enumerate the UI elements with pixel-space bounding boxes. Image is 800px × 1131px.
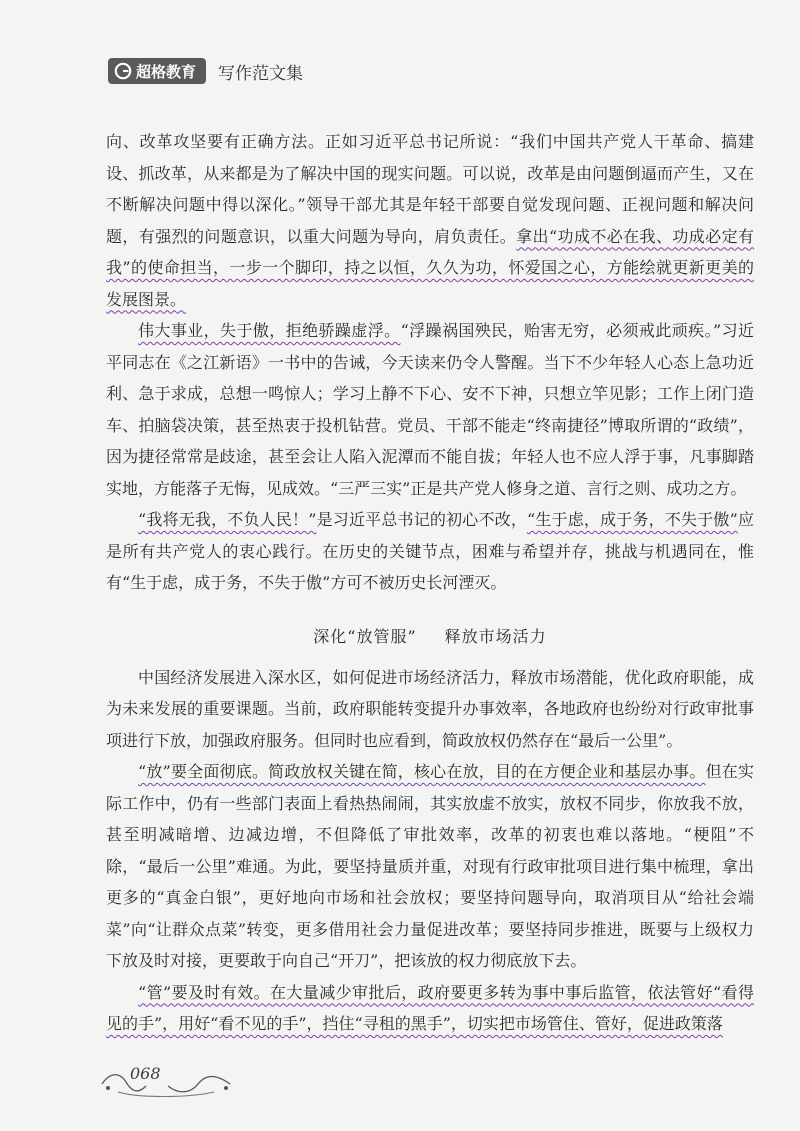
ornament-flourish-icon	[98, 1062, 238, 1102]
paragraph-2: 伟大事业，失于傲，拒绝骄躁虚浮。“浮躁祸国殃民，贻害无穷，必须戒此顽疾。”习近平同志在《之江新语》一书中的告诫，今天读来仍令人警醒。当下不少年轻人心态上急功近利、急于求成，总想一鸣惊人；学习上静不下心、安不下神，只想立竿见影；工作上闭门造车、拍脑袋决策，甚至热衷于投机钻营。党员、干部不能走“终南捷径”博取所谓的“政绩”，因为捷径常常是歧途，甚至会让人陷入泥潭而不能自拔；年轻人也不应人浮于事，凡事脚踏实地，方能落子无悔，见成效。“三严三实”正是共产党人修身之道、言行之则、成功之方。	[106, 321, 754, 498]
page-header	[108, 56, 303, 86]
paragraph-4: 中国经济发展进入深水区，如何促进市场经济活力，释放市场潜能，优化政府职能，成为未来发展的重要课题。当前，政府职能转变提升办事效率，各地政府也纷纷对行政审批事项进行下放，加强政府服务。但同时也应看到，简政放权仍然存在“最后一公里”。	[106, 667, 754, 750]
brand-logo-icon	[114, 62, 132, 80]
article-body	[106, 126, 754, 1040]
highlight-underline: “管”要及时有效。在大量减少审批后，政府要更多转为事中事后监管，依法管好“看得见的手”，用好“看不见的手”，挡住“寻租的黑手”，切实把市场管住、管好，促进政策落	[106, 982, 754, 1033]
paragraph-1: 向、改革攻坚要有正确方法。正如习近平总书记所说：“我们中国共产党人干革命、搞建设、抓改革，从来都是为了解决中国的现实问题。可以说，改革是由问题倒逼而产生，又在不断解决问题中得以深化。”领导干部尤其是年轻干部要自觉发现问题、正视问题和解决问题，有强烈的问题意识，以重大问题为导向，肩负责任。拿出“功成不必在我、功成必定有我”的使命担当，一步一个脚印，持之以恒，久久为功，怀爱国之心，方能绘就更新更美的发展图景。	[106, 132, 754, 309]
highlight-underline: 拿出“功成不必在我、功成必定有我”的使命担当，一步一个脚印，持之以恒，久久为功，怀爱国之心，方能绘就更新更美的发展图景。	[106, 226, 754, 309]
highlight-underline: 伟大事业，失于傲，拒绝骄躁虚浮。	[138, 321, 401, 340]
page-number: 068	[130, 1064, 161, 1083]
paragraph-6	[106, 977, 754, 1040]
highlight-underline: “生于虑，成于务，不失于傲”	[527, 510, 738, 529]
section-title: 深化“放管服” 释放市场活力	[313, 626, 547, 646]
page-footer	[98, 1062, 238, 1102]
paragraph-5: “放”要全面彻底。简政放权关键在简，核心在放，目的在方便企业和基层办事。但在实际工作中，仍有一些部门表面上看热热闹闹，其实放虚不放实，放权不同步，你放我不放，甚至明减暗增、边减边增，不但降低了审批效率，改革的初衷也难以落地。“梗阻”不除，“最后一公里”难通。为此，要坚持量质并重，对现有行政审批项目进行集中梳理，拿出更多的“真金白银”，更好地向市场和社会放权；要坚持问题导向，取消项目从“给社会端菜”向“让群众点菜”转变，更多借用社会力量促进改革；要坚持同步推进，既要与上级权力下放及时对接，更要敢于向自己“开刀”，把该放的权力彻底放下去。	[106, 762, 754, 970]
header-title: 写作范文集	[218, 63, 304, 84]
brand-logo	[108, 58, 206, 84]
highlight-underline: “我将无我，不负人民！”	[138, 510, 317, 529]
paragraph-3: “我将无我，不负人民！”是习近平总书记的初心不改，“生于虑，成于务，不失于傲”应是所有共产党人的衷心践行。在历史的关键节点，困难与希望并存，挑战与机遇同在，惟有“生于虑，成于务，不失于傲”方可不被历史长河湮灭。	[106, 510, 754, 592]
brand-name: 超格教育	[136, 62, 197, 81]
highlight-underline: “放”要全面彻底。简政放权关键在简，核心在放，目的在方便企业和基层办事。	[138, 762, 706, 781]
